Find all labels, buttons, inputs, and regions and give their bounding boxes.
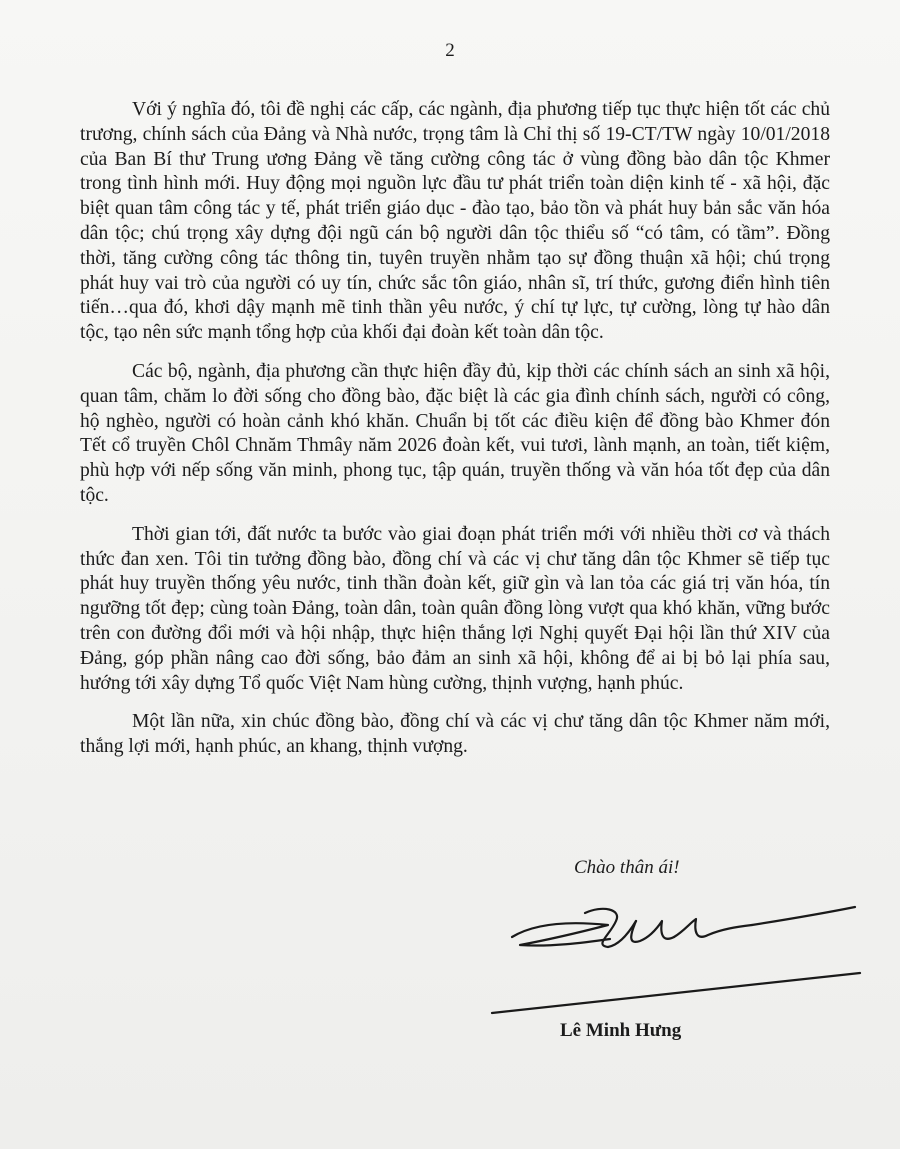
paragraph: Thời gian tới, đất nước ta bước vào giai đoạn phát triển mới với nhiều thời cơ và thách thức đan xen. Tôi tin tưởng đồng bào, đồng chí và các vị chư tăng dân tộc Khmer sẽ tiếp tục phát huy truyền thống yêu nước, tinh thần đoàn kết, giữ gìn và lan tỏa các giá trị văn hóa, tín ngưỡng tốt đẹp; cùng toàn Đảng, toàn dân, toàn quân đồng lòng vượt qua khó khăn, vững bước trên con đường đổi mới và hội nhập, thực hiện thắng lợi Nghị quyết Đại hội lần thứ XIV của Đảng, góp phần nâng cao đời sống, bảo đảm an sinh xã hội, không để ai bị bỏ lại phía sau, hướng tới xây dựng Tổ quốc Việt Nam hùng cường, thịnh vượng, hạnh phúc. [80, 523, 830, 694]
closing-greeting: Chào thân ái! [574, 857, 680, 878]
signer-name: Lê Minh Hưng [560, 1020, 682, 1041]
paragraph: Một lần nữa, xin chúc đồng bào, đồng chí và các vị chư tăng dân tộc Khmer năm mới, thắng lợi mới, hạnh phúc, an khang, thịnh vượng. [80, 711, 830, 758]
paragraph: Các bộ, ngành, địa phương cần thực hiện đầy đủ, kịp thời các chính sách an sinh xã hội, quan tâm, chăm lo đời sống cho đồng bào, đặc biệt là các gia đình chính sách, người có công, hộ nghèo, người có hoàn cảnh khó khăn. Chuẩn bị tốt các điều kiện để đồng bào Khmer đón Tết cổ truyền Chôl Chnăm Thmây năm 2026 đoàn kết, vui tươi, lành mạnh, an toàn, tiết kiệm, phù hợp với nếp sống văn minh, phong tục, tập quán, truyền thống và văn hóa tốt đẹp của dân tộc. [80, 360, 830, 506]
signature-icon [490, 895, 870, 1020]
paragraph: Với ý nghĩa đó, tôi đề nghị các cấp, các ngành, địa phương tiếp tục thực hiện tốt các chủ trương, chính sách của Đảng và Nhà nước, trọng tâm là Chỉ thị số 19-CT/TW ngày 10/01/2018 của Ban Bí thư Trung ương Đảng về tăng cường công tác ở vùng đồng bào dân tộc Khmer trong tình hình mới. Huy động mọi nguồn lực đầu tư phát triển toàn diện kinh tế - xã hội, đặc biệt quan tâm công tác y tế, phát triển giáo dục - đào tạo, bảo tồn và phát huy bản sắc văn hóa dân tộc; chú trọng xây dựng đội ngũ cán bộ người dân tộc thiểu số “có tâm, có tầm”. Đồng thời, tăng cường công tác thông tin, tuyên truyền nhằm tạo sự đồng thuận xã hội; chú trọng phát huy vai trò của người có uy tín, chức sắc tôn giáo, nhân sĩ, trí thức, gương điển hình tiên tiến…qua đó, khơi dậy mạnh mẽ tinh thần yêu nước, ý chí tự lực, tự cường, lòng tự hào dân tộc, tạo nên sức mạnh tổng hợp của khối đại đoàn kết toàn dân tộc. [80, 99, 830, 344]
page-number: 2 [445, 40, 455, 61]
letter-body [80, 98, 830, 774]
